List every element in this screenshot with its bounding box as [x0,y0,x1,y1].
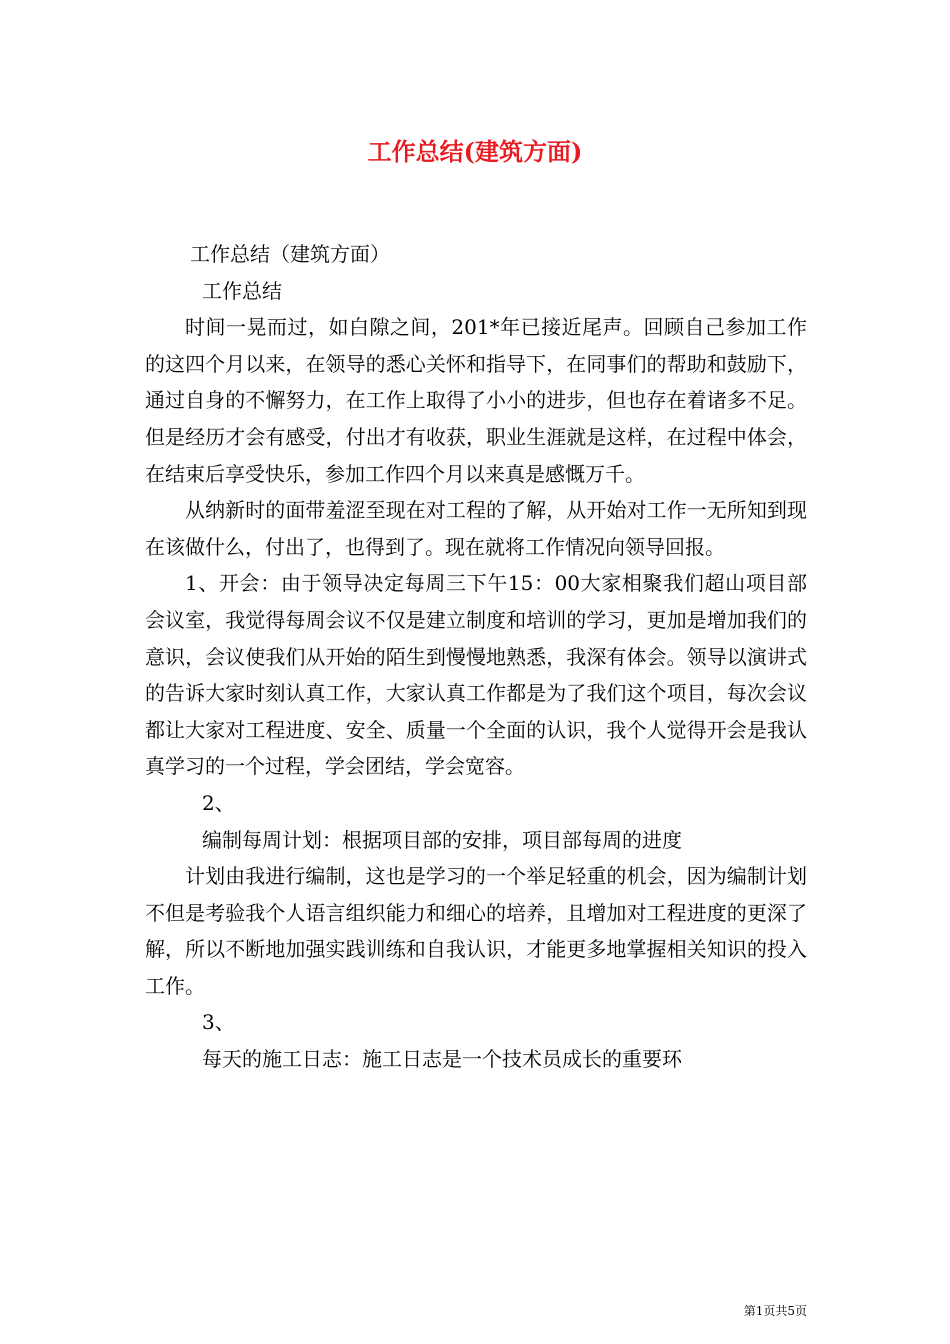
item-heading: 每天的施工日志：施工日志是一个技术员成长的重要环 [202,1047,682,1072]
item-number: 2、 [202,790,235,815]
document-body [145,236,807,1078]
paragraph-intro: 时间一晃而过，如白隙之间，201*年已接近尾声。回顾自己参加工作的这四个月以来，在领导的悉心关怀和指导下，在同事们的帮助和鼓励下，通过自身的不懈努力，在工作上取得了小小的进步，但也存在着诸多不足。但是经历才会有感受，付出才有收获，职业生涯就是这样，在过程中体会，在结束后享受快乐，参加工作四个月以来真是感慨万千。 [145,315,807,486]
paragraph-plan: 计划由我进行编制，这也是学习的一个举足轻重的机会，因为编制计划不但是考验我个人语言组织能力和细心的培养，且增加对工程进度的更深了解，所以不断地加强实践训练和自我认识，才能更多地掌握相关知识的投入工作。 [145,864,807,998]
doc-subheading: 工作总结 [202,278,282,303]
item-heading: 编制每周计划：根据项目部的安排，项目部每周的进度 [202,827,682,852]
paragraph-meeting: 1、开会：由于领导决定每周三下午15：00大家相聚我们超山项目部会议室，我觉得每周会议不仅是建立制度和培训的学习，更加是增加我们的意识，会议使我们从开始的陌生到慢慢地熟悉，我深有体会。领导以演讲式的告诉大家时刻认真工作，大家认真工作都是为了我们这个项目，每次会议都让大家对工程进度、安全、质量一个全面的认识，我个人觉得开会是我认真学习的一个过程，学会团结，学会宽容。 [145,571,807,779]
page-title: 工作总结(建筑方面) [367,137,583,166]
page-indicator: 第1页共5页 [743,1304,807,1318]
doc-heading: 工作总结（建筑方面） [190,242,390,266]
paragraph-report: 从纳新时的面带羞涩至现在对工程的了解，从开始对工作一无所知到现在该做什么，付出了，也得到了。现在就将工作情况向领导回报。 [145,498,807,559]
item-number: 3、 [202,1010,235,1035]
